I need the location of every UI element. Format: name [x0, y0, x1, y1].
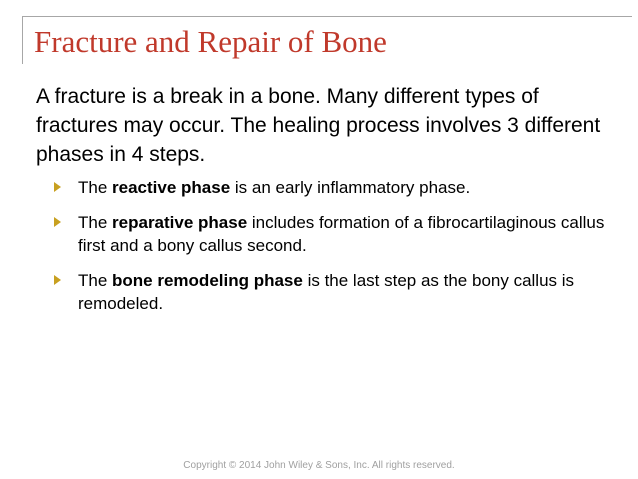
triangle-bullet-icon [54, 217, 61, 227]
bullet-text-bold: reactive phase [112, 178, 231, 197]
bullet-text-bold: reparative phase [112, 213, 248, 232]
copyright-footer: Copyright © 2014 John Wiley & Sons, Inc. All rights reserved. [183, 460, 455, 471]
side-rule-divider [22, 16, 23, 64]
triangle-bullet-icon [54, 275, 61, 285]
intro-paragraph: A fracture is a break in a bone. Many different types of fractures may occur. The healing process involves 3 different phases in 4 steps. [36, 85, 601, 166]
bullet-text-post: is the last step as the bony callus is remodeled. [78, 271, 575, 313]
bullet-text-pre: The [78, 178, 113, 197]
triangle-bullet-icon [54, 182, 61, 192]
bullet-item-reactive-phase [50, 176, 610, 199]
bullet-text-pre: The [78, 271, 113, 290]
bullet-item-bone-remodeling-phase [50, 269, 610, 315]
bullet-text-pre: The [78, 213, 113, 232]
slide-title: Fracture and Repair of Bone [34, 24, 387, 59]
bullet-item-reparative-phase [50, 211, 610, 257]
bullet-text-post: includes formation of a fibrocartilaginous callus first and a bony callus second. [78, 213, 605, 255]
top-rule-divider [22, 16, 632, 17]
bullet-list [50, 176, 610, 327]
bullet-text-bold: bone remodeling phase [112, 271, 303, 290]
bullet-text-post: is an early inflammatory phase. [230, 178, 471, 197]
